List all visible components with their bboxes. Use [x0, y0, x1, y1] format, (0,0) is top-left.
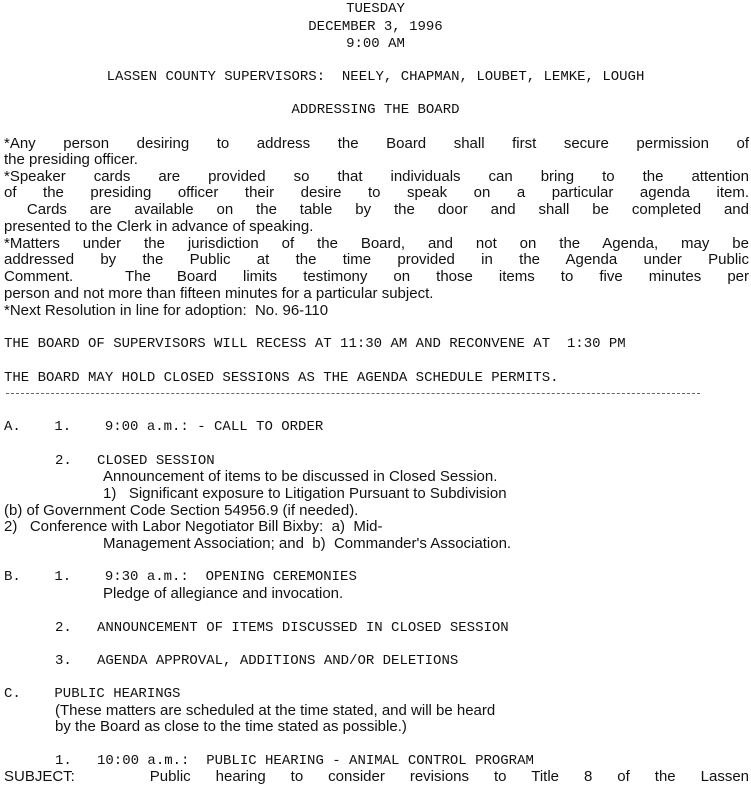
header-date: DECEMBER 3, 1996 [308, 19, 443, 35]
item-a2-line-2: 1) Significant exposure to Litigation Pursuant to Subdivision [103, 485, 507, 502]
rule-line-11: *Next Resolution in line for adoption: No. 96-110 [4, 302, 329, 319]
item-a2-line-3: (b) of Government Code Section 54956.9 (if needed). [4, 502, 359, 519]
item-c1: 1. 10:00 a.m.: PUBLIC HEARING - ANIMAL CONTROL PROGRAM [55, 753, 534, 769]
item-b1: B. 1. 9:30 a.m.: OPENING CEREMONIES [4, 569, 357, 585]
closed-session-notice: THE BOARD MAY HOLD CLOSED SESSIONS AS THE AGENDA SCHEDULE PERMITS. [4, 370, 559, 386]
item-b1-line-1: Pledge of allegiance and invocation. [103, 585, 344, 602]
rule-line-5: Cards are available on the table by the door and shall be completed and [4, 201, 749, 218]
item-a2-line-4: 2) Conference with Labor Negotiator Bill Bixby: a) Mid- [4, 518, 383, 535]
rule-line-3: *Speaker cards are provided so that individuals can bring to the attention [4, 168, 749, 185]
rule-line-10: person and not more than fifteen minutes for a particular subject. [4, 285, 434, 302]
rule-line-9: Comment. The Board limits testimony on those items to five minutes per [4, 268, 749, 285]
item-a2-heading: 2. CLOSED SESSION [55, 453, 215, 469]
header-day: TUESDAY [346, 1, 405, 17]
recess-notice: THE BOARD OF SUPERVISORS WILL RECESS AT 11:30 AM AND RECONVENE AT 1:30 PM [4, 336, 626, 352]
header-time: 9:00 AM [346, 36, 405, 52]
rule-line-7: *Matters under the jurisdiction of the Board, and not on the Agenda, may be [4, 235, 749, 252]
section-title: ADDRESSING THE BOARD [291, 102, 460, 118]
rule-line-4: of the presiding officer their desire to speak on a particular agenda item. [4, 184, 749, 201]
rule-line-2: the presiding officer. [4, 151, 138, 168]
section-c-line-1: (These matters are scheduled at the time stated, and will be heard [55, 702, 496, 719]
subject-line: SUBJECT: Public hearing to consider revisions to Title 8 of the Lassen [4, 768, 749, 785]
supervisors-line: LASSEN COUNTY SUPERVISORS: NEELY, CHAPMAN, LOUBET, LEMKE, LOUGH [106, 69, 645, 85]
item-a2-line-5: Management Association; and b) Commander's Association. [103, 535, 512, 552]
item-a1: A. 1. 9:00 a.m.: - CALL TO ORDER [4, 419, 324, 435]
item-a2-line-1: Announcement of items to be discussed in Closed Session. [103, 468, 498, 485]
item-b2: 2. ANNOUNCEMENT OF ITEMS DISCUSSED IN CLOSED SESSION [55, 620, 509, 636]
rule-line-1: *Any person desiring to address the Board shall first secure permission of [4, 135, 749, 152]
section-c-line-2: by the Board as close to the time stated as possible.) [55, 718, 407, 735]
item-b3: 3. AGENDA APPROVAL, ADDITIONS AND/OR DELETIONS [55, 653, 459, 669]
rule-line-8: addressed by the Public at the time provided in the Agenda under Public [4, 251, 749, 268]
dashed-divider [6, 393, 700, 394]
rule-line-6: presented to the Clerk in advance of speaking. [4, 218, 314, 235]
section-c-title: C. PUBLIC HEARINGS [4, 686, 181, 702]
